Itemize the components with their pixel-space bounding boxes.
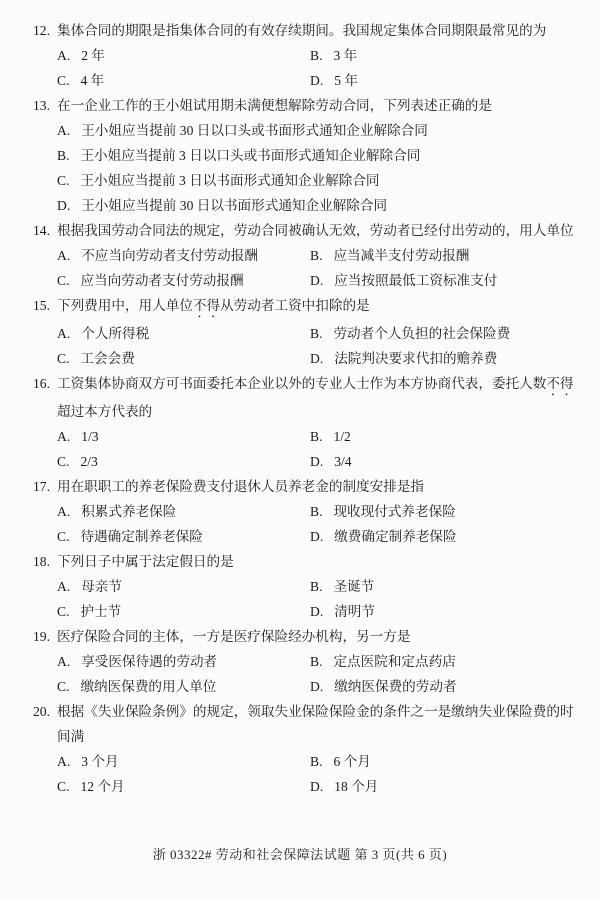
question-16-stem-line1 [57, 371, 574, 399]
option-text: 现收现付式养老保险 [333, 504, 456, 519]
question-17 [0, 474, 600, 499]
question-14-stem: 根据我国劳动合同法的规定，劳动合同被确认无效，劳动者已经付出劳动的，用人单位 [57, 223, 574, 238]
option-label: B. [310, 754, 323, 769]
question-13-option-d [0, 193, 600, 218]
question-19-stem: 医疗保险合同的主体，一方是医疗保险经办机构，另一方是 [57, 629, 411, 644]
question-16-option-a [57, 424, 310, 449]
question-18-options-cd [0, 599, 600, 624]
option-label: A. [57, 326, 71, 341]
option-label: C. [57, 529, 70, 544]
question-18-options-ab [0, 574, 600, 599]
question-15-options-ab [0, 321, 600, 346]
question-15-option-b [310, 321, 510, 346]
question-20-options-cd [0, 774, 600, 799]
stem-emphasized-segment: 不得 [546, 376, 574, 391]
question-13-option-c [0, 168, 600, 193]
option-text: 应当减半支付劳动报酬 [333, 248, 470, 263]
question-17-option-d [310, 524, 457, 549]
question-16-options-ab [0, 424, 600, 449]
option-text: 清明节 [334, 604, 375, 619]
question-17-option-a [57, 499, 310, 524]
question-17-option-c [57, 524, 310, 549]
option-label: C. [57, 273, 70, 288]
question-20-number: 20. [33, 704, 50, 719]
question-18-option-d [310, 599, 375, 624]
option [57, 143, 420, 168]
question-12-option-b [310, 43, 357, 68]
question-14-option-d [310, 268, 497, 293]
option-label: A. [57, 123, 71, 138]
question-16-number: 16. [33, 376, 50, 391]
stem-segment: 从劳动者工资中扣除的是 [220, 298, 370, 313]
option-label: D. [310, 73, 324, 88]
option-label: B. [310, 579, 323, 594]
option-label: B. [310, 248, 323, 263]
option-text: 2 年 [81, 48, 106, 63]
question-13-number: 13. [33, 98, 50, 113]
option-text: 4 年 [80, 73, 105, 88]
option-text: 个人所得税 [81, 326, 150, 341]
question-12-option-c [57, 68, 310, 93]
question-15-number: 15. [33, 298, 50, 313]
question-18-option-c [57, 599, 310, 624]
question-14-option-c [57, 268, 310, 293]
question-19-options-ab [0, 649, 600, 674]
option-text: 母亲节 [81, 579, 122, 594]
option-label: D. [310, 679, 324, 694]
question-13-option-b [0, 143, 600, 168]
option-text: 不应当向劳动者支付劳动报酬 [81, 248, 258, 263]
option-text: 享受医保待遇的劳动者 [81, 654, 218, 669]
option-label: A. [57, 504, 71, 519]
option-label: D. [310, 273, 324, 288]
option-text: 6 个月 [333, 754, 371, 769]
option-text: 法院判决要求代扣的赡养费 [334, 351, 498, 366]
question-14-option-a [57, 243, 310, 268]
question-12-option-a [57, 43, 310, 68]
option-label: C. [57, 73, 70, 88]
question-19-options-cd [0, 674, 600, 699]
question-15-option-d [310, 346, 497, 371]
option-label: D. [310, 604, 324, 619]
question-18 [0, 549, 600, 574]
question-18-number: 18. [33, 554, 50, 569]
option-label: C. [57, 679, 70, 694]
question-15-stem [57, 293, 574, 321]
option-text: 3/4 [334, 454, 352, 469]
question-20-stem-line1: 根据《失业保险条例》的规定，领取失业保险保险金的条件之一是缴纳失业保险费的时 [57, 704, 574, 719]
question-16-option-c [57, 449, 310, 474]
option-text: 1/2 [333, 429, 351, 444]
question-15 [0, 293, 600, 321]
option-label: B. [57, 148, 70, 163]
question-14 [0, 218, 600, 243]
question-17-number: 17. [33, 479, 50, 494]
question-13-stem: 在一企业工作的王小姐试用期未满便想解除劳动合同，下列表述正确的是 [57, 98, 492, 113]
question-12-number: 12. [33, 23, 50, 38]
question-12-option-d [310, 68, 358, 93]
question-19-option-b [310, 649, 456, 674]
option-text: 5 年 [334, 73, 359, 88]
stem-segment: 下列费用中，用人单位 [57, 298, 193, 313]
option-text: 王小姐应当提前 3 日以书面形式通知企业解除合同 [80, 173, 380, 188]
option-label: B. [310, 326, 323, 341]
stem-emphasized-segment: 不得 [192, 298, 221, 313]
option-label: D. [310, 529, 324, 544]
option-label: A. [57, 754, 71, 769]
option-label: D. [310, 351, 324, 366]
option-text: 待遇确定制养老保险 [80, 529, 203, 544]
page-footer: 浙 03322# 劳动和社会保障法试题 第 3 页(共 6 页) [152, 847, 448, 862]
question-17-options-cd [0, 524, 600, 549]
question-20-option-d [310, 774, 378, 799]
option-text: 定点医院和定点药店 [333, 654, 456, 669]
option-text: 18 个月 [334, 779, 379, 794]
question-16-option-b [310, 424, 351, 449]
option-text: 3 年 [333, 48, 358, 63]
option [57, 118, 428, 143]
question-19-number: 19. [33, 629, 50, 644]
option-label: C. [57, 173, 70, 188]
question-14-option-b [310, 243, 469, 268]
option-text: 缴纳医保费的用人单位 [80, 679, 217, 694]
option-label: C. [57, 779, 70, 794]
question-14-options-cd [0, 268, 600, 293]
option-text: 王小姐应当提前 30 日以口头或书面形式通知企业解除合同 [81, 123, 428, 138]
question-17-option-b [310, 499, 456, 524]
question-16-option-d [310, 449, 352, 474]
option-label: B. [310, 48, 323, 63]
question-15-option-a [57, 321, 310, 346]
question-13-option-a [0, 118, 600, 143]
question-13 [0, 93, 600, 118]
question-20-stem-line2: 间满 [57, 729, 85, 744]
option-label: B. [310, 429, 323, 444]
question-20 [0, 699, 600, 724]
option-label: A. [57, 654, 71, 669]
question-16-options-cd [0, 449, 600, 474]
question-12 [0, 18, 600, 43]
option-text: 王小姐应当提前 3 日以口头或书面形式通知企业解除合同 [80, 148, 421, 163]
option-label: A. [57, 48, 71, 63]
question-14-number: 14. [33, 223, 50, 238]
option-text: 12 个月 [80, 779, 125, 794]
option-label: B. [310, 654, 323, 669]
option-label: D. [57, 198, 71, 213]
option-text: 3 个月 [81, 754, 119, 769]
option-label: A. [57, 429, 71, 444]
question-18-option-b [310, 574, 374, 599]
option-text: 应当向劳动者支付劳动报酬 [80, 273, 244, 288]
question-16-stem-line2: 超过本方代表的 [57, 404, 153, 419]
question-20-options-ab [0, 749, 600, 774]
question-15-option-c [57, 346, 310, 371]
question-17-stem: 用在职职工的养老保险费支付退休人员养老金的制度安排是指 [57, 479, 425, 494]
option-text: 护士节 [80, 604, 122, 619]
question-12-stem: 集体合同的期限是指集体合同的有效存续期间。我国规定集体合同期限最常见的为 [57, 23, 547, 38]
question-18-stem: 下列日子中属于法定假日的是 [57, 554, 234, 569]
option-text: 1/3 [81, 429, 99, 444]
option-label: D. [310, 454, 324, 469]
question-14-options-ab [0, 243, 600, 268]
option-text: 积累式养老保险 [81, 504, 177, 519]
option-label: D. [310, 779, 324, 794]
question-12-options-cd [0, 68, 600, 93]
option-label: C. [57, 454, 70, 469]
option-text: 缴纳医保费的劳动者 [334, 679, 457, 694]
question-19 [0, 624, 600, 649]
option-label: A. [57, 248, 71, 263]
option [57, 168, 380, 193]
option-text: 王小姐应当提前 30 日以书面形式通知企业解除合同 [81, 198, 388, 213]
option-text: 2/3 [80, 454, 98, 469]
question-18-option-a [57, 574, 310, 599]
option-label: B. [310, 504, 323, 519]
question-20-option-c [57, 774, 310, 799]
option-text: 应当按照最低工资标准支付 [334, 273, 498, 288]
question-17-options-ab [0, 499, 600, 524]
stem-segment: 工资集体协商双方可书面委托本企业以外的专业人士作为本方协商代表，委托人数 [57, 376, 547, 391]
question-19-option-a [57, 649, 310, 674]
option-text: 圣诞节 [333, 579, 375, 594]
option-text: 缴费确定制养老保险 [334, 529, 457, 544]
question-12-options-ab [0, 43, 600, 68]
question-15-options-cd [0, 346, 600, 371]
option-text: 工会会费 [80, 351, 135, 366]
question-19-option-d [310, 674, 457, 699]
option-label: C. [57, 604, 70, 619]
option-label: A. [57, 579, 71, 594]
question-20-option-b [310, 749, 371, 774]
question-20-option-a [57, 749, 310, 774]
option-label: C. [57, 351, 70, 366]
option-text: 劳动者个人负担的社会保险费 [333, 326, 511, 341]
option [57, 193, 387, 218]
question-16 [0, 371, 600, 399]
question-19-option-c [57, 674, 310, 699]
